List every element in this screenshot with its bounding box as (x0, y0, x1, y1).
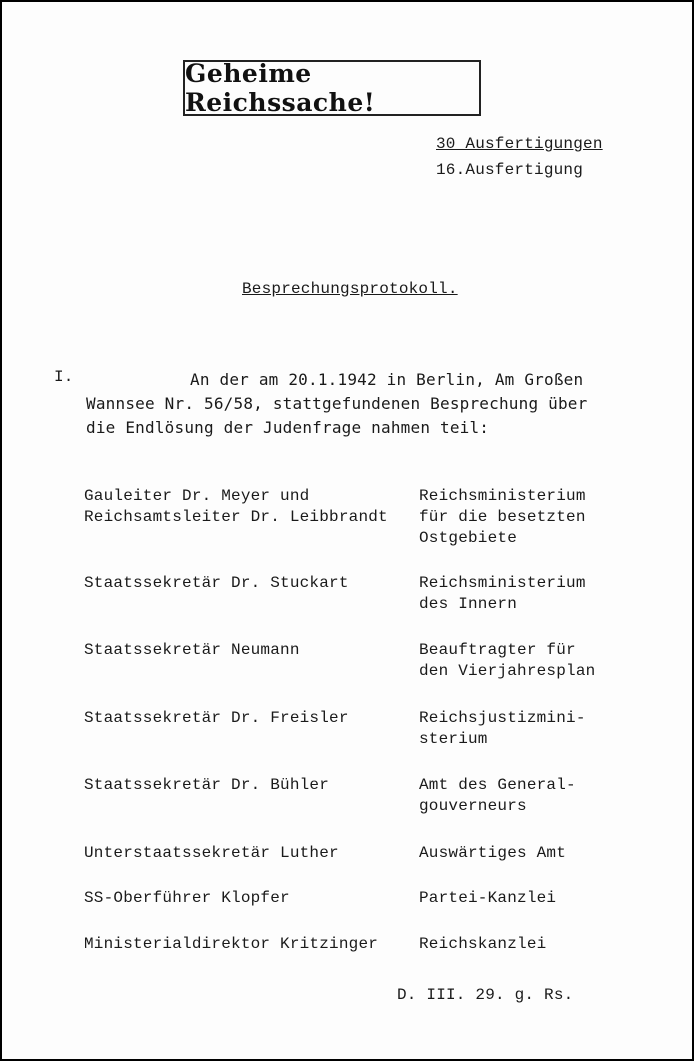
participant-organization-line: den Vierjahresplan (419, 662, 596, 680)
participant-name-line: SS-Oberführer Klopfer (84, 889, 290, 907)
intro-line-1-text: An der am 20.1.1942 in Berlin, Am Großen (190, 370, 584, 389)
participant-organization-line: für die besetzten (419, 508, 586, 526)
participant-organization (419, 708, 586, 750)
participant-name (84, 888, 290, 909)
participant-organization-line: Reichsministerium (419, 574, 586, 592)
participant-organization (419, 843, 566, 864)
participant-name-line: Gauleiter Dr. Meyer und (84, 487, 310, 505)
participant-name (84, 573, 349, 594)
participant-organization-line: Amt des General- (419, 776, 576, 794)
participant-organization-line: Reichsjustizmini- (419, 709, 586, 727)
participant-organization-line: Ostgebiete (419, 529, 518, 547)
participant-organization-line: Partei-Kanzlei (419, 889, 557, 907)
participant-organization-line: Beauftragter für (419, 641, 576, 659)
participant-name (84, 486, 388, 528)
participant-name (84, 843, 339, 864)
participant-name (84, 640, 300, 661)
participant-organization (419, 934, 546, 955)
intro-line-2: Wannsee Nr. 56/58, stattgefundenen Besprechung über (86, 394, 588, 413)
participant-organization-line: des Innern (419, 595, 518, 613)
participant-organization (419, 775, 576, 817)
document-title: Besprechungsprotokoll. (242, 280, 458, 298)
participant-name (84, 708, 349, 729)
participant-name-line: Staatssekretär Dr. Freisler (84, 709, 349, 727)
reference-number: D. III. 29. g. Rs. (397, 986, 574, 1004)
participant-organization (419, 640, 595, 682)
participant-name (84, 775, 329, 796)
intro-line-1 (86, 368, 646, 392)
participant-organization-line: gouverneurs (419, 797, 527, 815)
participant-organization (419, 486, 586, 549)
participant-name (84, 934, 378, 955)
participant-name-line: Unterstaatssekretär Luther (84, 844, 339, 862)
participant-organization-line: sterium (419, 730, 488, 748)
participant-name-line: Staatssekretär Dr. Bühler (84, 776, 330, 794)
participant-organization-line: Reichsministerium (419, 487, 586, 505)
participant-organization-line: Reichskanzlei (419, 935, 547, 953)
participant-organization (419, 888, 556, 909)
participant-name-line: Ministerialdirektor Kritzinger (84, 935, 379, 953)
participant-name-line: Reichsamtsleiter Dr. Leibbrandt (84, 508, 388, 526)
intro-line-3: die Endlösung der Judenfrage nahmen teil: (86, 418, 490, 437)
copies-total: 30 Ausfertigungen (436, 135, 603, 153)
section-intro (86, 368, 646, 440)
participant-name-line: Staatssekretär Neumann (84, 641, 300, 659)
participant-organization (419, 573, 586, 615)
participant-name-line: Staatssekretär Dr. Stuckart (84, 574, 349, 592)
participant-organization-line: Auswärtiges Amt (419, 844, 567, 862)
classification-stamp: Geheime Reichssache! (183, 60, 481, 116)
copy-number: 16.Ausfertigung (436, 161, 584, 179)
section-number: I. (54, 368, 74, 386)
